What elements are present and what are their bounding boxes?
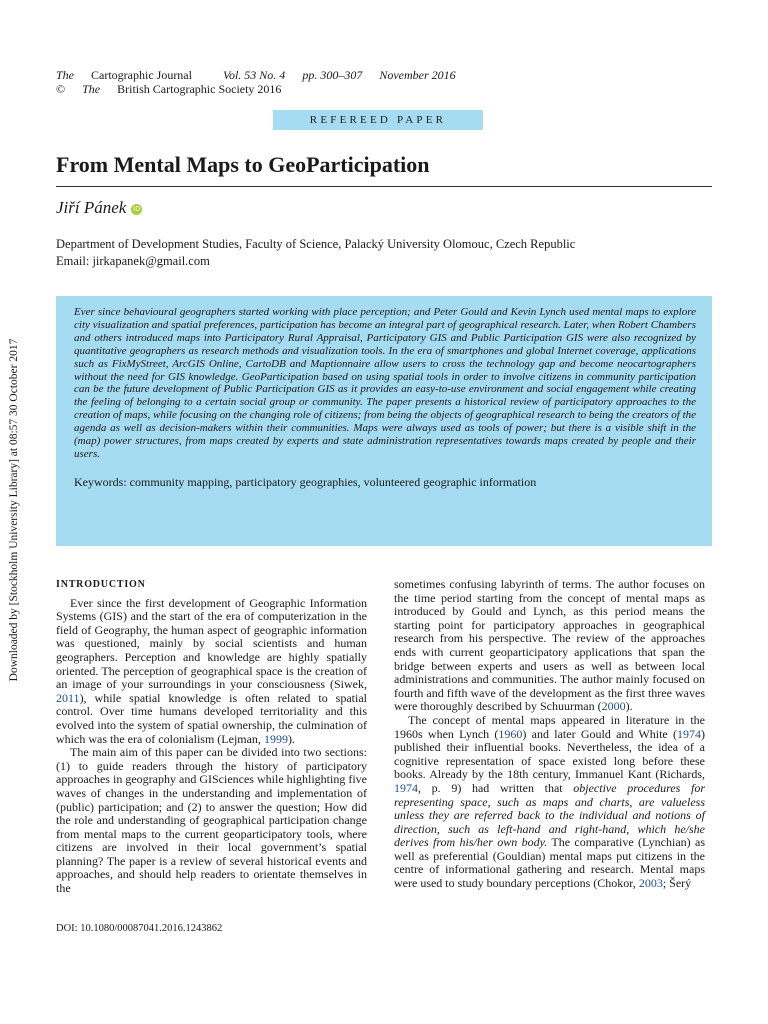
journal-name: Cartographic Journal xyxy=(88,68,192,82)
download-watermark xyxy=(6,330,22,690)
kant-quote: objective procedures for representing space, such as maps and charts, are valueless unless they are referred back to the individual and notions of direction, such as left-hand and right-hand, which he/she derives from his/her own body. xyxy=(394,780,705,850)
citation-link[interactable]: 2003 xyxy=(638,876,663,891)
body-column-right xyxy=(394,578,705,891)
citation-link[interactable]: 1960 xyxy=(498,726,523,741)
affiliation-email[interactable]: Email: jirkapanek@gmail.com xyxy=(56,254,210,268)
text-run: The concept of mental maps appeared in literature in the 1960s when Lynch ( xyxy=(394,712,705,741)
journal-date: November 2016 xyxy=(379,68,456,82)
journal-volume: Vol. 53 No. 4 xyxy=(222,68,286,82)
paper-title: From Mental Maps to GeoParticipation xyxy=(56,152,430,177)
text-run: The comparative (Lynchian) as well as preferential (Gouldian) mental maps put citizens in the centre of informational gathering and research. Mental maps were used to study boundary perceptions (Chokor, xyxy=(394,835,705,891)
paragraph xyxy=(56,597,367,747)
author-name[interactable]: Jiří Pánek xyxy=(56,198,127,217)
section-heading: INTRODUCTION xyxy=(56,579,146,590)
paragraph: The main aim of this paper can be divided into two sections: (1) to guide readers through the history of participatory approaches in geography and GISciences while highlighting five waves of changes in the understanding and implementation of (public) participation; and (2) to answer the question; How did the role and understanding of geographical participation change from mental maps to the current geoparticipatory tools, where citizens are involved in their local government’s spatial planning? The paper is a review of several historical events and approaches, and should help readers to orientate themselves in the xyxy=(56,745,367,896)
affiliation xyxy=(56,236,575,270)
text-run: sometimes confusing labyrinth of terms. The author focuses on the time period starting from the concept of mental maps as introduced by Gould and Lynch, as this period means the starting point for participatory approaches in geographical research from his perspective. The review of the approaches ends with current geoparticipatory applications that span the bridge between experts and users as well as between local administrations and communities. The author mainly focused on fourth and fifth wave of the development as the first three waves were thoroughly described by Schuurman ( xyxy=(394,577,705,714)
journal-the: The xyxy=(56,68,74,82)
journal-header xyxy=(56,68,470,96)
copyright-line xyxy=(56,82,295,96)
citation-link[interactable]: 1974 xyxy=(394,780,418,795)
abstract-text: Ever since behavioural geographers started working with place perception; and Peter Gould and Kevin Lynch used mental maps to explore city visualization and spatial preferences, participation has become an integral part of geographical research. Later, when Robert Chambers and others introduced maps into Participatory Rural Appraisal, Participatory GIS and Public Participation GIS were also recognized by quantitative geographers as research methods and visualization tools. In the era of smartphones and global Internet coverage, applications such as FixMyStreet, ArcGIS Online, CartoDB and Maptionnaire allow users to cross the technology gap and become neocartographers without the need for GIS knowledge. GeoParticipation based on using spatial tools in order to involve citizens in community participation can be the future development of Public Participation GIS as it provides an easy-to-use environment and social engagement while creating the feeling of belonging to a certain social group or community. The paper presents a historical review of participatory approaches to the creation of maps, while focusing on the changing role of citizens; from being the objects of geographical research to being the creators of the agenda as well as decision-makers within their communities. Maps were always used as tools of power; but there is a visible shift in the (map) power structures, from maps created by experts and state administration representatives towards maps created by people and their users. xyxy=(74,306,697,460)
paragraph xyxy=(394,578,705,714)
citation-link[interactable]: 2011 xyxy=(56,690,80,705)
text-run: , p. 9) had written that xyxy=(418,780,574,795)
orcid-icon[interactable]: iD xyxy=(133,205,141,213)
abstract-box xyxy=(56,296,712,546)
refereed-paper-banner: REFEREED PAPER xyxy=(273,110,483,130)
download-watermark-text: Downloaded by [Stockholm University Library] at 08:57 30 October 2017 xyxy=(8,338,20,682)
text-run: ). xyxy=(625,699,633,714)
doi[interactable]: DOI: 10.1080/00087041.2016.1243862 xyxy=(56,923,223,934)
copyright-the: The xyxy=(82,82,101,96)
copyright-symbol: © xyxy=(56,82,69,96)
journal-pages: pp. 300–307 xyxy=(302,68,363,82)
citation-link[interactable]: 1999 xyxy=(263,731,288,746)
text-run: ). xyxy=(287,731,295,746)
citation-link[interactable]: 1974 xyxy=(677,726,701,741)
affiliation-department: Department of Development Studies, Faculty of Science, Palacký University Olomouc, Czech Republic xyxy=(56,237,576,251)
author-line xyxy=(56,198,142,218)
text-run: ; Šerý xyxy=(662,876,692,891)
copyright-rest: British Cartographic Society 2016 xyxy=(114,82,282,96)
title-divider xyxy=(56,186,712,187)
text-run: ), while spatial knowledge is often related to spatial control. Over time humans developed territoriality and this evolved into the system of spatial ownership, the culmination of which was the era of colonialism (Lejman, xyxy=(56,690,367,746)
citation-link[interactable]: 2000 xyxy=(601,699,626,714)
text-run: ) and later Gould and White ( xyxy=(522,726,677,741)
body-column-left xyxy=(56,578,367,896)
text-run: Ever since the first development of Geographic Information Systems (GIS) and the start of the era of computerization in the field of Geography, the human aspect of geographic information was questioned, mainly by social scientists and human geographers. Perception and knowledge are highly spatially oriented. The perception of geographical space is the creation of an image of your surroundings in your consciousness (Siwek, xyxy=(56,595,367,692)
text-run: ) published their influential books. Nevertheless, the idea of a cognitive representation of space existed long before these books. Already by the 18th century, Immanuel Kant (Richards, xyxy=(394,726,705,782)
paragraph xyxy=(394,714,705,891)
keywords: Keywords: community mapping, participatory geographies, volunteered geographic information xyxy=(74,474,537,489)
